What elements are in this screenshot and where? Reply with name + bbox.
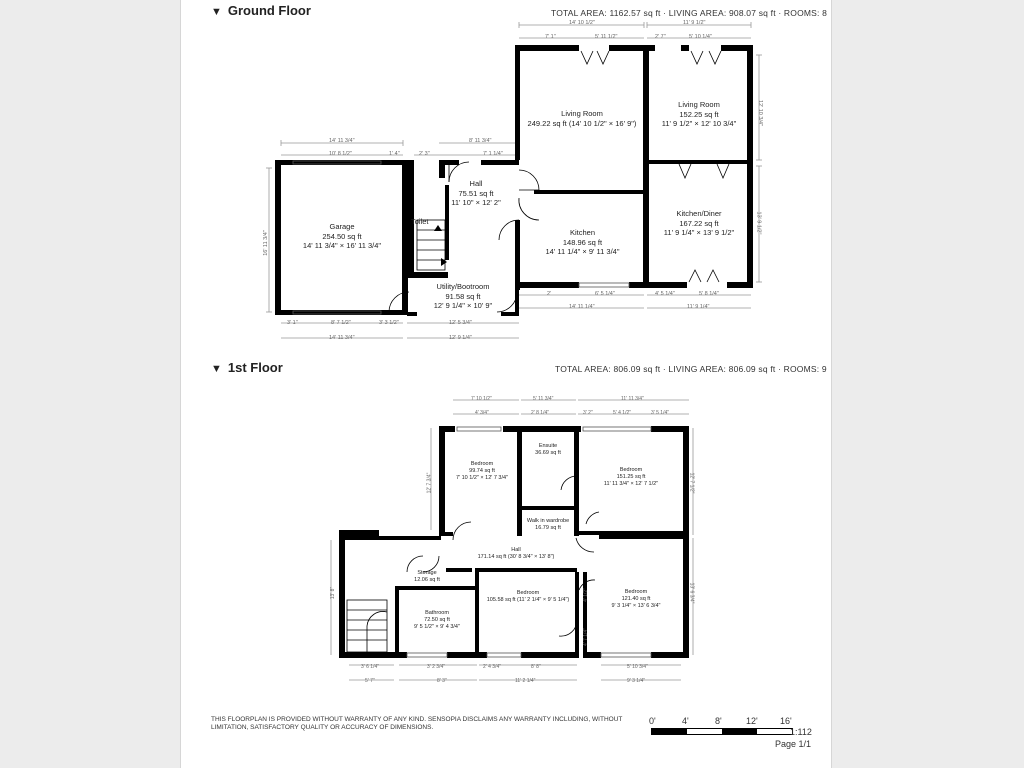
dim-label: 7' 1" bbox=[545, 34, 556, 40]
gf-garage-label bbox=[277, 222, 407, 251]
room-area: 99.74 sq ft bbox=[469, 468, 495, 474]
room-name: Bedroom bbox=[516, 590, 540, 596]
room-name: Living Room bbox=[561, 109, 603, 118]
room-dims: 11' 9 1/2" × 12' 10 3/4" bbox=[661, 119, 737, 128]
dim-label: 3' 5 1/4" bbox=[651, 410, 670, 416]
dim-label: 14' 11 1/4" bbox=[569, 304, 595, 310]
room-area: 121.40 sq ft bbox=[621, 596, 651, 602]
room-dims: 12' 9 1/4" × 10' 9" bbox=[433, 301, 493, 310]
dim-label: 16' 11 3/4" bbox=[262, 230, 269, 256]
dim-label: 8' 8" bbox=[531, 664, 541, 670]
dim-label: 11' 2 1/4" bbox=[515, 678, 536, 684]
dim-label: 4' 5 1/4" bbox=[655, 291, 675, 297]
dim-label: 2' 8 1/4" bbox=[531, 410, 550, 416]
dim-label: 3' 6 1/4" bbox=[361, 664, 380, 670]
scale-bar bbox=[649, 716, 799, 756]
room-area: 12.06 sq ft bbox=[414, 577, 440, 583]
dim-label: 3' 3 1/2" bbox=[379, 320, 399, 326]
collapse-triangle-icon[interactable]: ▼ bbox=[211, 363, 222, 375]
dim-label: 14' 11 3/4" bbox=[329, 335, 355, 341]
dim-label: 6' 5 1/4" bbox=[595, 291, 615, 297]
scale-label: 16' bbox=[780, 716, 792, 726]
room-area: 152.25 sq ft bbox=[679, 109, 719, 119]
room-area: 249.22 sq ft (14' 10 1/2" × 16' 9") bbox=[527, 118, 637, 128]
room-area: 105.58 sq ft (11' 2 1/4" × 9' 5 1/4") bbox=[486, 597, 570, 603]
room-name: Storage bbox=[417, 570, 437, 576]
dim-label: 5' 10 3/4" bbox=[627, 664, 648, 670]
scale-label: 8' bbox=[715, 716, 722, 726]
room-name: Kitchen/Diner bbox=[676, 209, 722, 218]
dim-label: 1' 4" bbox=[389, 151, 400, 157]
dim-label: 9' 3 1/4" bbox=[627, 678, 646, 684]
dim-label: 11' 9 1/2" bbox=[683, 20, 706, 26]
room-area: 148.96 sq ft bbox=[562, 237, 603, 247]
room-name: Ensuite bbox=[538, 443, 558, 449]
scale-label: 12' bbox=[746, 716, 758, 726]
dim-label: 13' 6 3/4" bbox=[688, 582, 695, 604]
gf-kitchen-label bbox=[520, 228, 645, 257]
dim-label: 13' 8" bbox=[330, 586, 337, 600]
room-name: Garage bbox=[329, 222, 355, 231]
room-area: 36.69 sq ft bbox=[535, 450, 561, 456]
ff-bed1-label bbox=[445, 461, 519, 482]
scale-label: 0' bbox=[649, 716, 656, 726]
ground-floor-title: Ground Floor bbox=[227, 3, 311, 18]
gf-toilet-label: Toilet bbox=[411, 217, 429, 226]
dim-label: 4' 3/4" bbox=[475, 410, 489, 416]
gf-utility-label bbox=[417, 282, 509, 311]
ff-storage-label bbox=[407, 570, 447, 584]
room-name: Hall bbox=[469, 179, 483, 188]
gf-hall-label bbox=[431, 179, 521, 208]
ff-bathroom-label bbox=[399, 610, 475, 631]
room-name: Bedroom bbox=[619, 467, 643, 473]
dim-label: 5' 10 1/4" bbox=[689, 34, 712, 40]
dim-label: 2' bbox=[547, 291, 552, 297]
dim-label: 5' 7" bbox=[365, 678, 375, 684]
dim-label: 14' 10 1/2" bbox=[569, 20, 595, 26]
dim-label: 2' 4 3/4" bbox=[483, 664, 502, 670]
dim-label: 4' 1/2" bbox=[582, 588, 589, 602]
dim-label: 5' 11 1/2" bbox=[595, 34, 618, 40]
room-area: 151.25 sq ft bbox=[616, 474, 646, 480]
ground-floor-heading bbox=[211, 3, 311, 18]
room-area: 171.14 sq ft (30' 8 3/4" × 13' 8") bbox=[477, 554, 555, 560]
dim-label: 7' 1 1/4" bbox=[483, 151, 503, 157]
ground-floor-summary: TOTAL AREA: 1162.57 sq ft · LIVING AREA: 908.07 sq ft · ROOMS: 8 bbox=[551, 8, 828, 18]
dim-label: 14' 11 3/4" bbox=[329, 138, 355, 144]
gf-living1-label bbox=[517, 109, 647, 128]
room-name: Utility/Bootroom bbox=[436, 282, 490, 291]
room-dims: 14' 11 1/4" × 9' 11 3/4" bbox=[545, 247, 620, 256]
room-dims: 9' 3 1/4" × 13' 6 3/4" bbox=[611, 603, 661, 609]
page-number: Page 1/1 bbox=[775, 739, 812, 749]
ff-hall-label bbox=[441, 547, 591, 561]
dim-label: 8' 7 1/2" bbox=[331, 320, 351, 326]
room-area: 91.58 sq ft bbox=[445, 291, 481, 301]
room-dims: 7' 10 1/2" × 12' 7 3/4" bbox=[455, 475, 509, 481]
dim-label: 8' 3" bbox=[437, 678, 447, 684]
dim-label: 11' 11 3/4" bbox=[621, 396, 644, 402]
dim-label: 5' 4 1/2" bbox=[613, 410, 632, 416]
room-area: 16.79 sq ft bbox=[535, 525, 561, 531]
room-area: 75.51 sq ft bbox=[458, 188, 494, 198]
collapse-triangle-icon[interactable]: ▼ bbox=[211, 6, 222, 18]
gf-living2-label bbox=[649, 100, 749, 129]
room-name: Bedroom bbox=[470, 461, 494, 467]
room-area: 167.22 sq ft bbox=[679, 218, 719, 228]
first-floor-title: 1st Floor bbox=[227, 360, 283, 375]
dim-label: 12' 9 1/4" bbox=[449, 335, 472, 341]
dim-label: 12' 7 1/2" bbox=[688, 472, 695, 494]
room-name: Walk in wardrobe bbox=[526, 518, 570, 524]
dim-label: 11' 9 1/4" bbox=[687, 304, 710, 310]
room-area: 72.50 sq ft bbox=[424, 617, 450, 623]
dim-label: 4' 7 1/4" bbox=[583, 627, 590, 647]
dim-label: 3' 1" bbox=[287, 320, 298, 326]
dim-label: 7' 10 1/2" bbox=[471, 396, 492, 402]
disclaimer: THIS FLOORPLAN IS PROVIDED WITHOUT WARRANTY OF ANY KIND. SENSOPIA DISCLAIMS ANY WARRANTY INCLUDING, WITHOUT LIMITATION, SATISFACTORY QUALITY OR ACCURACY OF DIMENSIONS. bbox=[211, 716, 623, 731]
ff-bed3-label bbox=[481, 590, 575, 604]
room-dims: 9' 5 1/2" × 9' 4 3/4" bbox=[414, 624, 460, 630]
dim-label: 3' 2" bbox=[583, 410, 593, 416]
scale-ratio: 1:112 bbox=[790, 727, 812, 737]
dim-label: 2' 3" bbox=[419, 151, 430, 157]
dim-label: 2' 7" bbox=[655, 34, 666, 40]
first-floor-plan bbox=[181, 390, 831, 690]
ff-ensuite-label bbox=[521, 443, 575, 457]
room-name: Bedroom bbox=[624, 589, 648, 595]
room-name: Living Room bbox=[678, 100, 720, 109]
dim-label: 12' 10 3/4" bbox=[756, 100, 763, 126]
scale-label: 4' bbox=[682, 716, 689, 726]
room-area: 254.50 sq ft bbox=[322, 231, 362, 241]
room-name: Bathroom bbox=[425, 610, 449, 616]
ff-bed4-label bbox=[589, 589, 683, 610]
floorplan-page bbox=[180, 0, 832, 768]
dim-label: 12' 5 3/4" bbox=[449, 320, 472, 326]
dim-label: 12' 7 3/4" bbox=[426, 472, 433, 494]
room-name: Kitchen bbox=[569, 228, 596, 237]
dim-label: 3' 2 3/4" bbox=[427, 664, 446, 670]
room-dims: 14' 11 3/4" × 16' 11 3/4" bbox=[302, 241, 382, 250]
first-floor-heading bbox=[211, 360, 283, 375]
scale-bar-graphic bbox=[651, 728, 793, 735]
dim-label: 5' 11 3/4" bbox=[533, 396, 554, 402]
dim-label: 5' 8 1/4" bbox=[699, 291, 719, 297]
gf-kitchen-diner-label bbox=[649, 209, 749, 238]
room-dims: 11' 9 1/4" × 13' 9 1/2" bbox=[663, 228, 735, 237]
room-dims: 11' 10" × 12' 2" bbox=[451, 198, 501, 207]
dim-label: 13' 9 1/2" bbox=[755, 211, 762, 235]
dim-label: 8' 11 3/4" bbox=[469, 138, 492, 144]
room-name: Hall bbox=[511, 547, 521, 553]
ff-wardrobe-label bbox=[521, 518, 575, 532]
room-dims: 11' 11 3/4" × 12' 7 1/2" bbox=[603, 481, 659, 487]
ff-bed2-label bbox=[579, 467, 683, 488]
first-floor-summary: TOTAL AREA: 806.09 sq ft · LIVING AREA: 806.09 sq ft · ROOMS: 9 bbox=[555, 364, 827, 374]
dim-label: 10' 8 1/2" bbox=[329, 151, 352, 157]
